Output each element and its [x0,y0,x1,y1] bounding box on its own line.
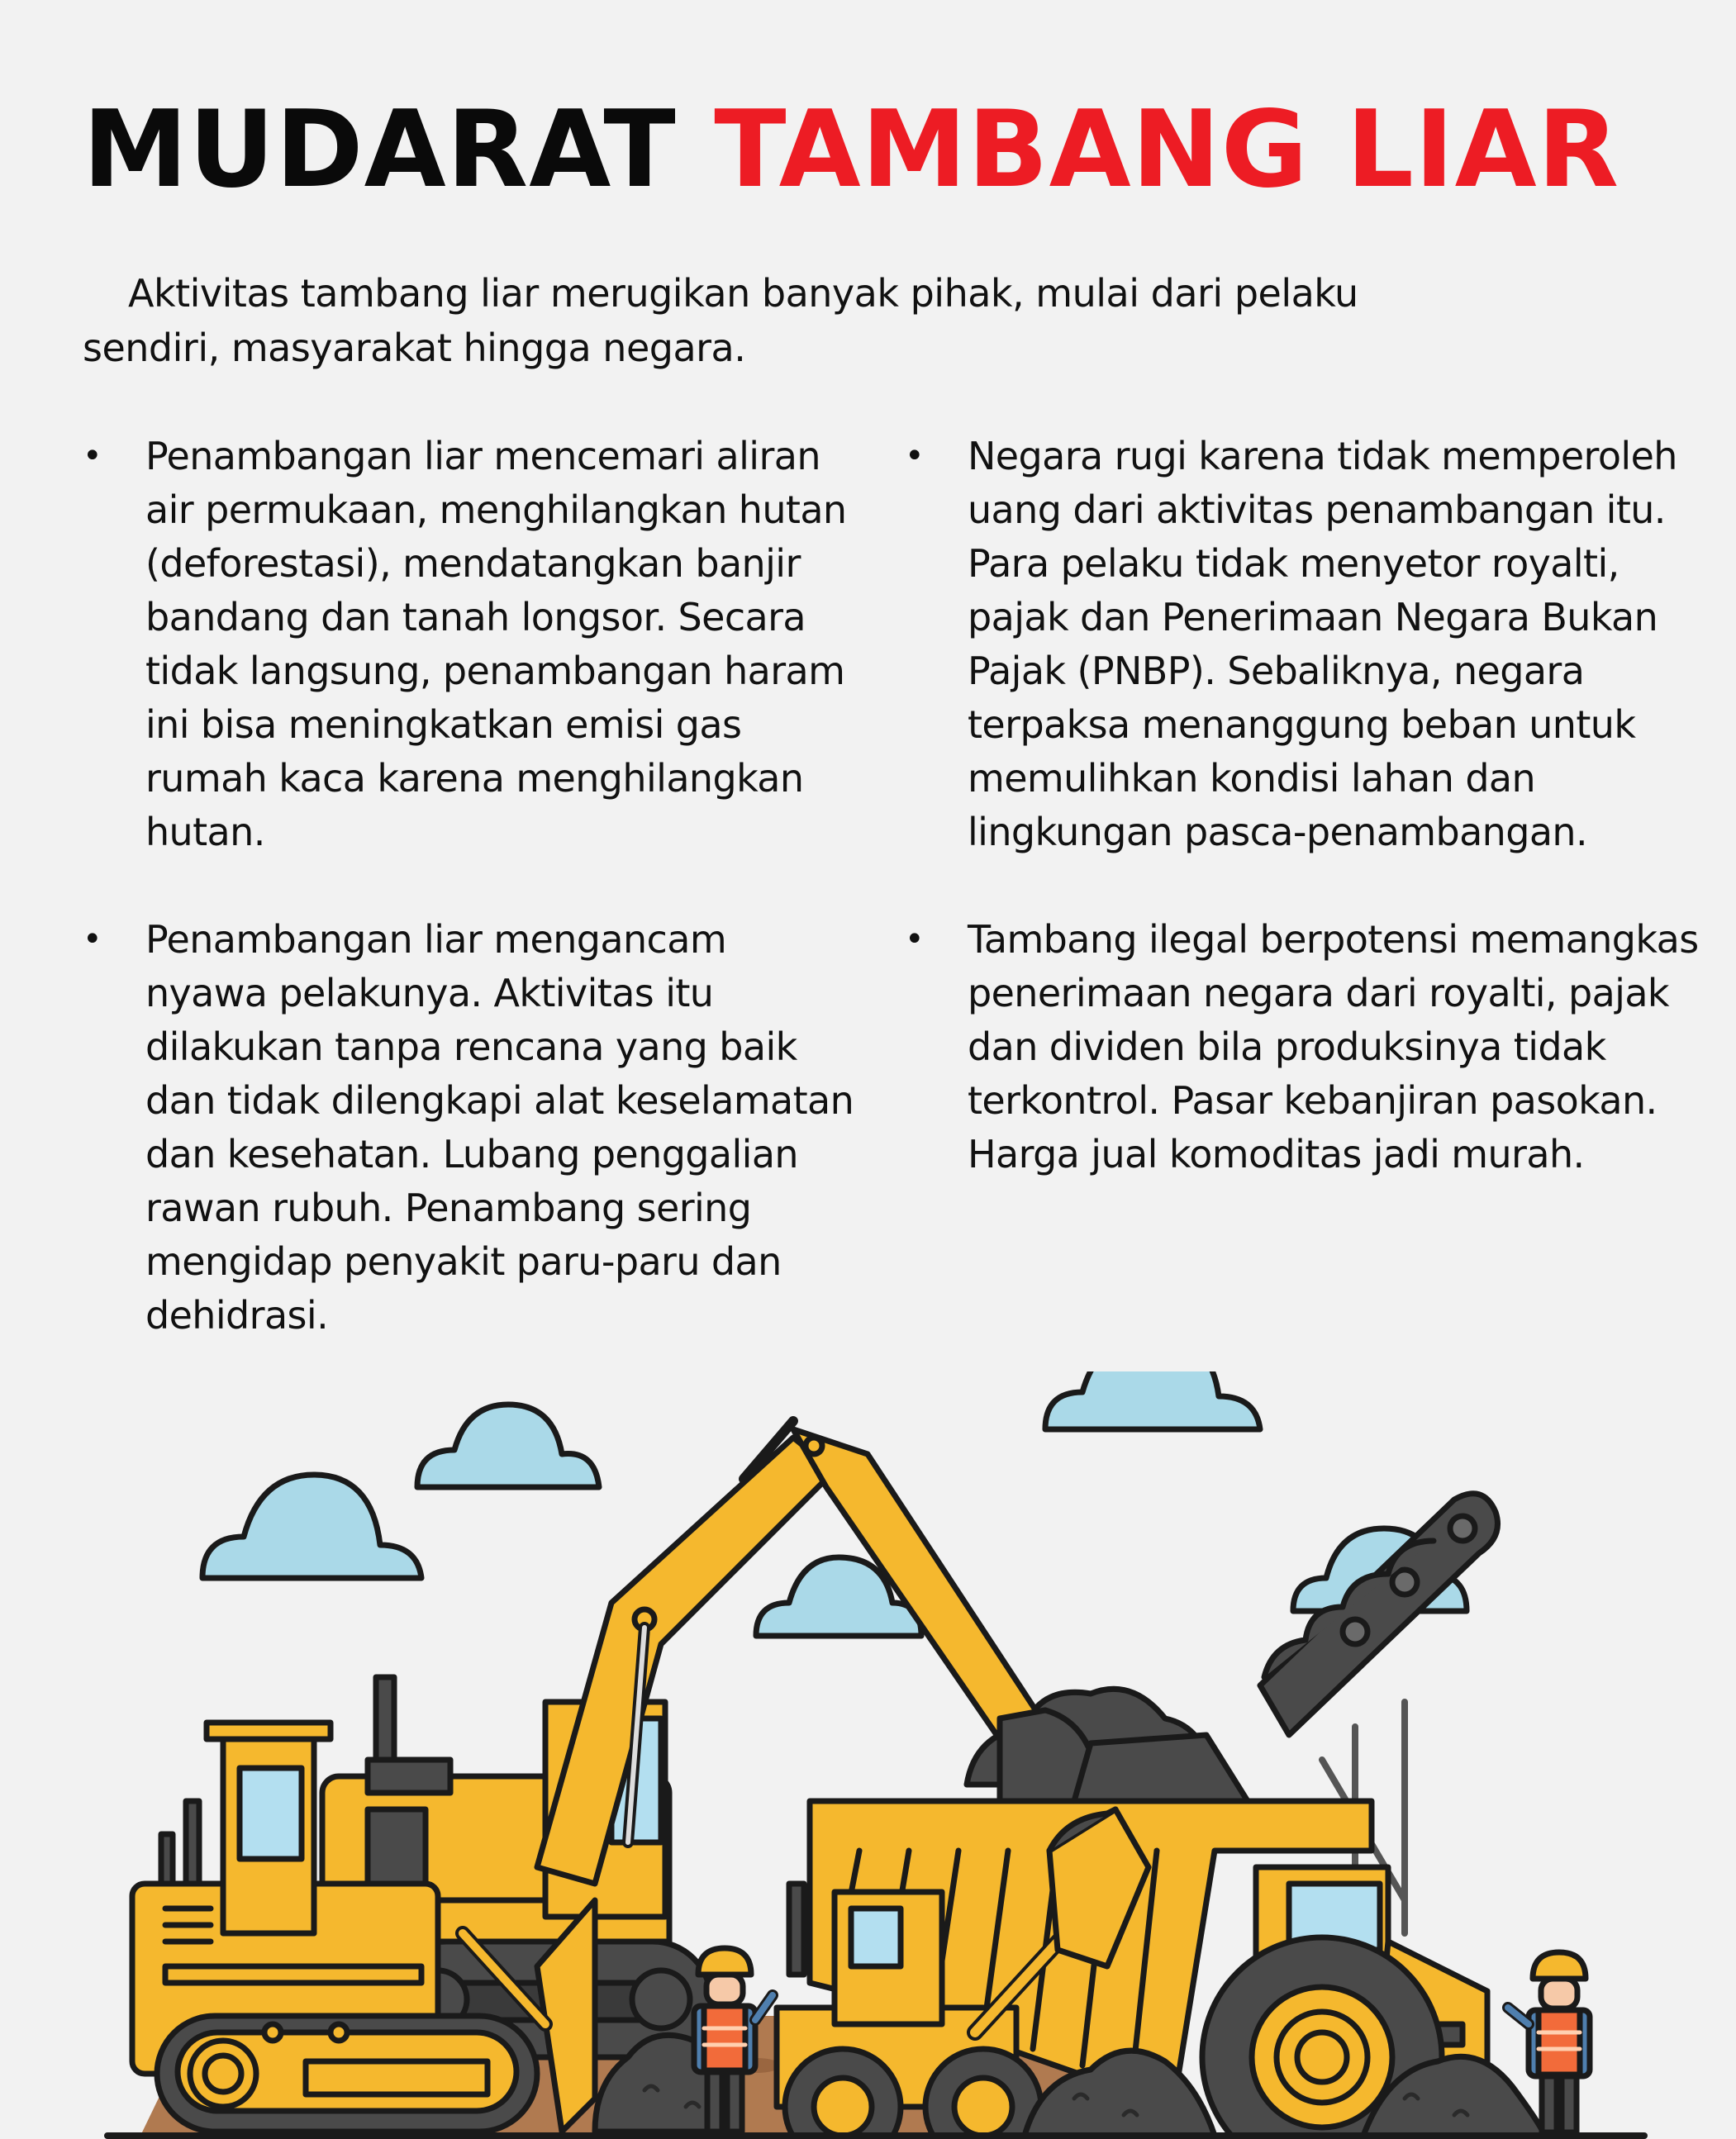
intro-paragraph: Aktivitas tambang liar merugikan banyak pihak, mulai dari pelaku sendiri, masyarakat hingga negara. [83,271,1358,370]
bullet-icon: • [905,920,924,958]
list-item [905,913,1731,1181]
title-part-black: MUDARAT [83,88,677,212]
left-column-list [83,430,859,1396]
list-item [83,913,859,1343]
page-title [83,88,1620,212]
list-item [905,430,1731,859]
list-item-text: Penambangan liar mencemari aliran air permukaan, menghilangkan hutan (deforestasi), mendatangkan banjir bandang dan tanah longsor. Secara tidak langsung, penambangan haram ini bisa meningkatkan emisi gas rumah kaca karena menghilangkan hutan. [145,434,847,854]
bullet-icon: • [83,437,102,475]
list-item-text: Tambang ilegal berpotensi memangkas penerimaan negara dari royalti, pajak dan dividen bila produksinya tidak terkontrol. Pasar kebanjiran pasokan. Harga jual komoditas jadi murah. [968,917,1699,1176]
mining-illustration [0,1371,1736,2139]
list-item [83,430,859,859]
list-item-text: Negara rugi karena tidak memperoleh uang dari aktivitas penambangan itu. Para pelaku tidak menyetor royalti, pajak dan Penerimaan Negara Bukan Pajak (PNBP). Sebaliknya, negara terpaksa menanggung beban untuk memulihkan kondisi lahan dan lingkungan pasca-penambangan. [968,434,1677,854]
title-part-red: TAMBANG LIAR [714,88,1620,212]
bullet-icon: • [83,920,102,958]
bullet-icon: • [905,437,924,475]
list-item-text: Penambangan liar mengancam nyawa pelakunya. Aktivitas itu dilakukan tanpa rencana yang baik dan tidak dilengkapi alat keselamatan dan kesehatan. Lubang penggalian rawan rubuh. Penambang sering mengidap penyakit paru-paru dan dehidrasi. [145,917,854,1338]
right-column-list [905,430,1731,1235]
